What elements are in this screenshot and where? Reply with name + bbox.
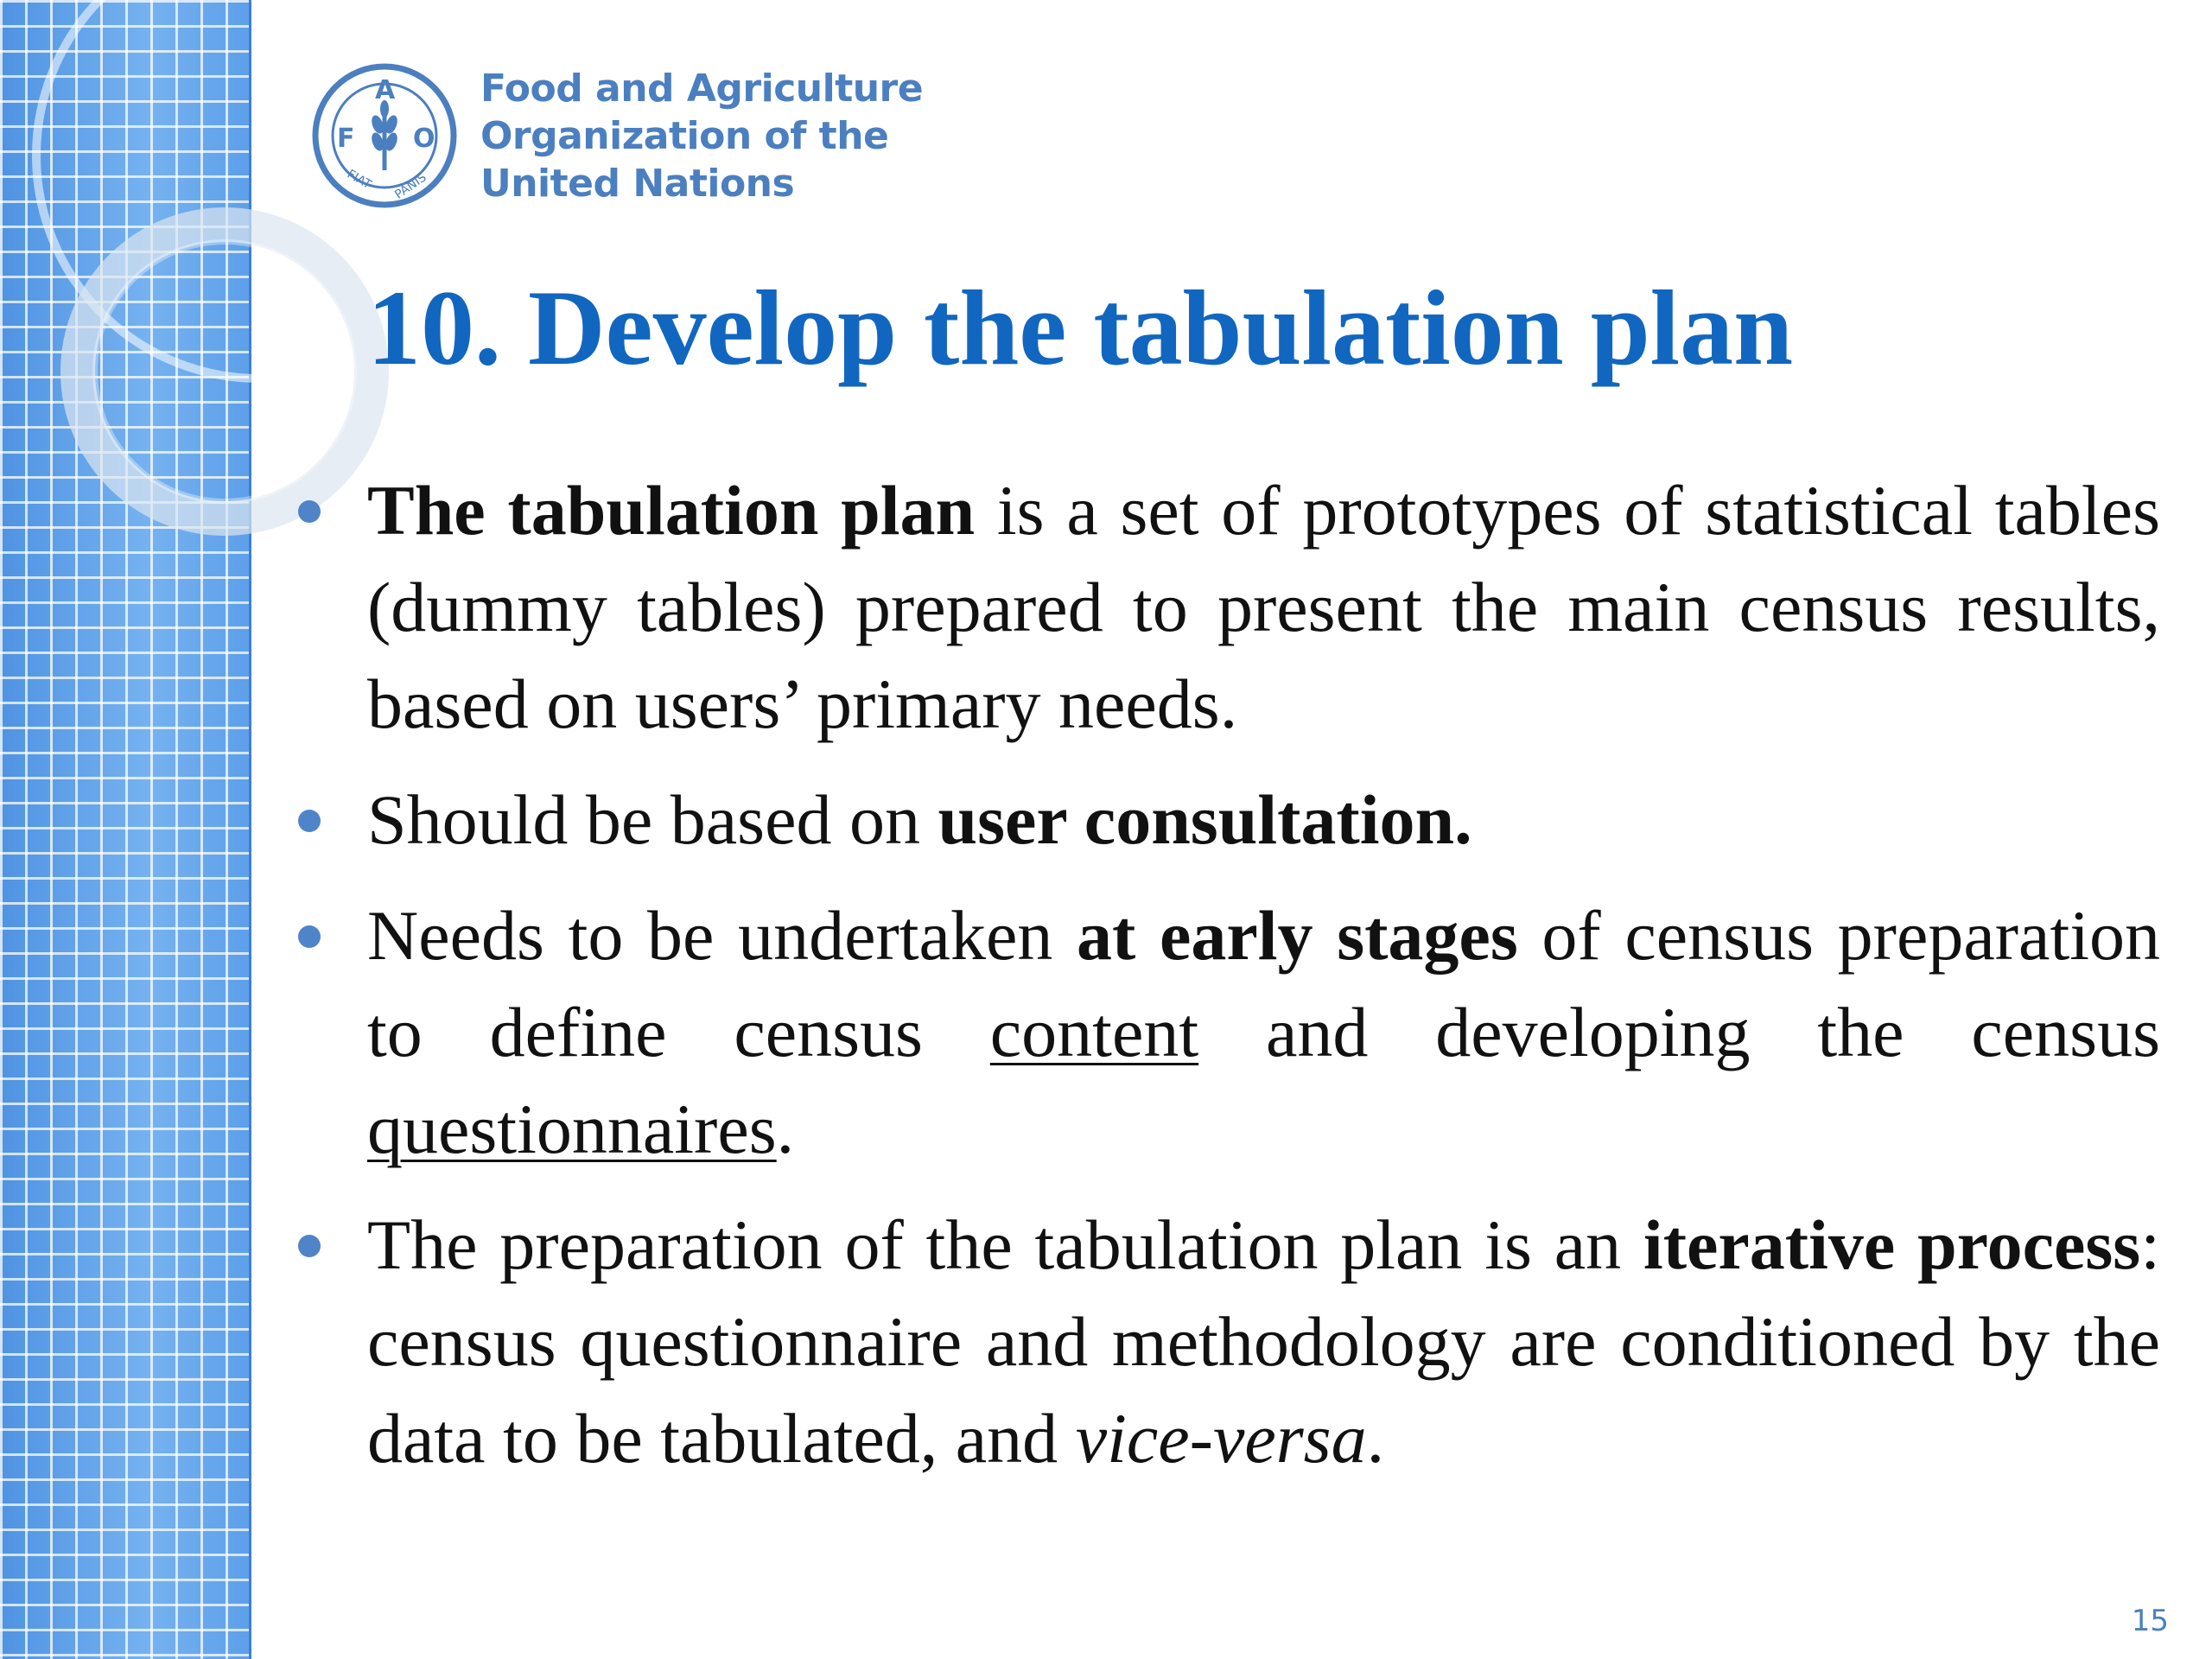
bullet-icon bbox=[298, 1235, 321, 1257]
fao-emblem-icon bbox=[311, 62, 458, 209]
bullet-icon bbox=[298, 925, 321, 948]
page-number: 15 bbox=[2131, 1604, 2169, 1638]
emblem-motto-panis: PANIS bbox=[392, 170, 429, 202]
bullet-item bbox=[367, 772, 2160, 868]
bullet-text: Should be based on user consultation. bbox=[367, 780, 1472, 859]
bullet-text: The tabulation plan is a set of prototypes of statistical tables (dummy tables) prepared to present the main census results, based on users’ primary needs. bbox=[367, 471, 2160, 743]
bullet-item bbox=[367, 1197, 2160, 1487]
org-line-1: Food and Agriculture bbox=[480, 66, 924, 111]
organization-name bbox=[480, 65, 923, 207]
slide-title: 10. Develop the tabulation plan bbox=[367, 269, 1794, 387]
bullet-item bbox=[367, 887, 2160, 1178]
emblem-letter-o: O bbox=[413, 124, 435, 154]
bullet-item bbox=[367, 462, 2160, 753]
emblem-motto-fiat: FIAT bbox=[344, 167, 374, 193]
emblem-letter-f: F bbox=[337, 124, 355, 154]
bullet-text: Needs to be undertaken at early stages of census preparation to define census content and developing the census questionnaires. bbox=[367, 896, 2161, 1168]
org-line-2: Organization of the bbox=[480, 113, 889, 158]
fao-logo bbox=[311, 62, 923, 209]
bullet-icon bbox=[298, 500, 321, 523]
org-line-3: United Nations bbox=[480, 161, 795, 206]
bullet-list bbox=[367, 462, 2160, 1506]
bullet-icon bbox=[298, 810, 321, 832]
bullet-text: The preparation of the tabulation plan is an iterative process: census questionnaire and methodology are conditioned by the data to be tabulated, and vice-versa. bbox=[367, 1205, 2160, 1478]
emblem-letter-a: A bbox=[375, 75, 396, 105]
